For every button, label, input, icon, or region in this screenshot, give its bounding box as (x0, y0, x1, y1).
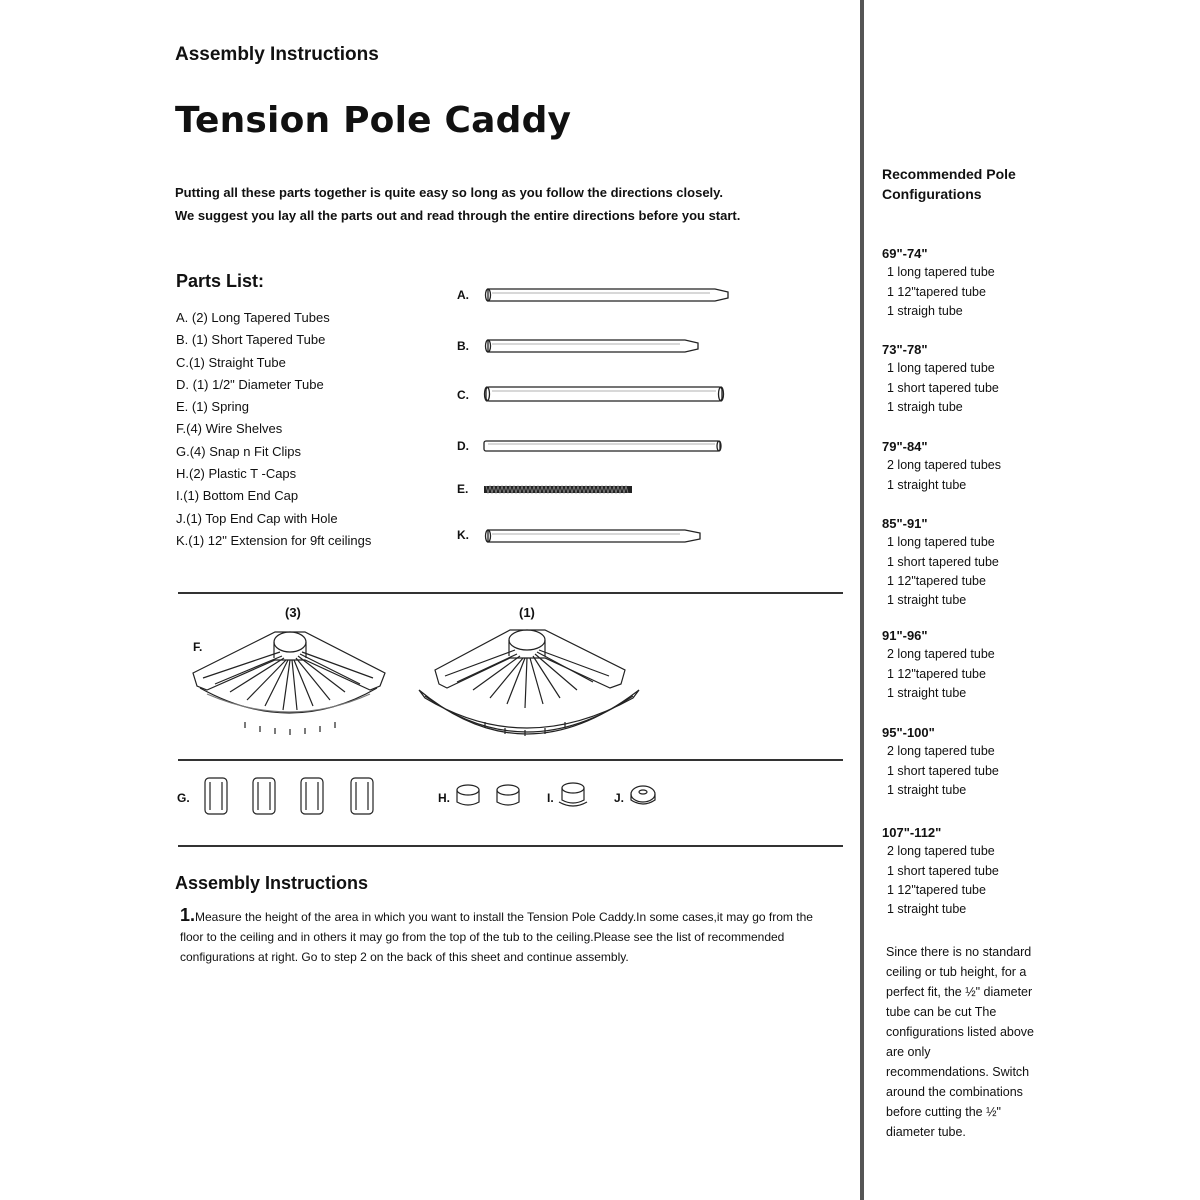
t-cap-icon (497, 785, 519, 805)
short-tapered-tube-drawing (486, 340, 699, 352)
assembly-heading: Assembly Instructions (175, 873, 369, 893)
t-cap-icon (457, 785, 479, 805)
intro-text (175, 181, 740, 227)
config-item: 1 short tapered tube (887, 554, 999, 569)
wire-shelf-icon (419, 630, 639, 736)
config-item: 1 short tapered tube (887, 380, 999, 395)
tcap-label: H. (438, 791, 450, 805)
straight-tube-drawing (485, 387, 724, 401)
snap-clip-icon (205, 778, 227, 814)
step-text: Measure the height of the area in which you want to install the Tension Pole Caddy.In some cases,it may go from the floor to the ceiling and in others it may go from the top of the tub to the ceiling.Please see the list of recommended configurations at right. Go to step 2 on the back of this sheet and continue assembly. (180, 910, 813, 964)
config-item: 1 12"tapered tube (887, 573, 986, 588)
column-separator (860, 0, 864, 1200)
config-item: 1 long tapered tube (887, 535, 995, 550)
config-block (882, 340, 999, 417)
tube-label-b: B. (457, 339, 469, 353)
config-block (882, 723, 999, 800)
snap-clip-icon (253, 778, 275, 814)
config-block (882, 437, 1001, 495)
config-item: 1 straight tube (887, 902, 967, 917)
sidebar-note: Since there is no standard ceiling or tub height, for a perfect fit, the ½" diameter tube can be cut The configurations listed above are only recommendations. Switch around the combinations before cutting the ½" diameter tube. (886, 945, 1035, 1139)
config-item: 1 straight tube (887, 477, 967, 492)
bottom-cap-icon (559, 783, 587, 806)
small-parts-drawings (195, 770, 675, 820)
list-item: J.(1) Top End Cap with Hole (176, 510, 338, 526)
document-subtitle: Assembly Instructions (175, 44, 379, 65)
snap-clip-icon (351, 778, 373, 814)
sidebar-heading: Recommended Pole Configurations (882, 166, 1016, 202)
config-item: 2 long tapered tubes (887, 458, 1001, 473)
snap-clip-icon (301, 778, 323, 814)
config-range: 91"-96" (882, 628, 928, 643)
list-item: K.(1) 12" Extension for 9ft ceilings (176, 532, 372, 548)
document-title: Tension Pole Caddy (175, 100, 572, 141)
spring-drawing (484, 486, 632, 493)
intro-line: We suggest you lay all the parts out and read through the entire directions before you start. (175, 208, 741, 223)
config-block (882, 514, 999, 610)
list-item: G.(4) Snap n Fit Clips (176, 443, 301, 459)
top-cap-icon (631, 786, 655, 804)
config-item: 1 straigh tube (887, 303, 963, 318)
extension-tube-drawing (486, 530, 701, 542)
config-block (882, 244, 995, 321)
config-item: 1 short tapered tube (887, 763, 999, 778)
shelf-label: F. (193, 640, 203, 654)
clip-label: G. (177, 791, 190, 805)
list-item: H.(2) Plastic T -Caps (176, 466, 297, 482)
config-block (882, 823, 999, 919)
step-1 (180, 905, 820, 967)
shelf-count-right: (1) (519, 605, 535, 620)
config-block (882, 626, 995, 703)
tube-label-e: E. (457, 482, 469, 496)
config-range: 85"-91" (882, 516, 928, 531)
config-item: 1 12"tapered tube (887, 882, 986, 897)
wire-shelf-icon (193, 632, 385, 735)
config-range: 79"-84" (882, 439, 928, 454)
half-inch-tube-drawing (484, 441, 721, 451)
config-item: 1 long tapered tube (887, 361, 995, 376)
list-item: F.(4) Wire Shelves (176, 421, 283, 437)
config-item: 2 long tapered tube (887, 647, 995, 662)
config-item: 2 long tapered tube (887, 744, 995, 759)
config-item: 1 straigh tube (887, 399, 963, 414)
divider (178, 845, 843, 847)
parts-list-heading: Parts List: (176, 271, 265, 291)
tube-label-c: C. (457, 388, 469, 402)
top-cap-label: J. (614, 791, 625, 805)
long-tapered-tube-drawing (486, 289, 729, 301)
list-item: B. (1) Short Tapered Tube (176, 332, 326, 348)
shelf-count-left: (3) (285, 605, 301, 620)
tube-label-k: K. (457, 528, 469, 542)
wire-shelf-drawings (185, 618, 655, 748)
config-item: 1 12"tapered tube (887, 284, 986, 299)
list-item: A. (2) Long Tapered Tubes (176, 310, 330, 325)
config-item: 1 long tapered tube (887, 265, 995, 280)
config-range: 95"-100" (882, 725, 935, 740)
step-number: 1. (180, 905, 196, 925)
config-range: 69"-74" (882, 246, 928, 261)
list-item: D. (1) 1/2" Diameter Tube (176, 376, 324, 392)
list-item: E. (1) Spring (176, 399, 249, 415)
list-item: I.(1) Bottom End Cap (176, 488, 299, 504)
divider (178, 592, 843, 594)
config-item: 1 straight tube (887, 685, 967, 700)
config-item: 1 12"tapered tube (887, 666, 986, 681)
divider (178, 759, 843, 761)
config-item: 1 straight tube (887, 782, 967, 797)
config-item: 2 long tapered tube (887, 844, 995, 859)
config-range: 73"-78" (882, 342, 928, 357)
parts-list (176, 307, 371, 552)
bottom-cap-label: I. (547, 791, 554, 805)
list-item: C.(1) Straight Tube (176, 354, 286, 370)
tube-label-a: A. (457, 288, 469, 302)
intro-line: Putting all these parts together is quite easy so long as you follow the directions closely. (175, 185, 724, 200)
config-item: 1 short tapered tube (887, 863, 999, 878)
config-item: 1 straight tube (887, 593, 967, 608)
tube-diagrams (480, 280, 750, 550)
tube-label-d: D. (457, 439, 469, 453)
config-range: 107"-112" (882, 825, 942, 840)
